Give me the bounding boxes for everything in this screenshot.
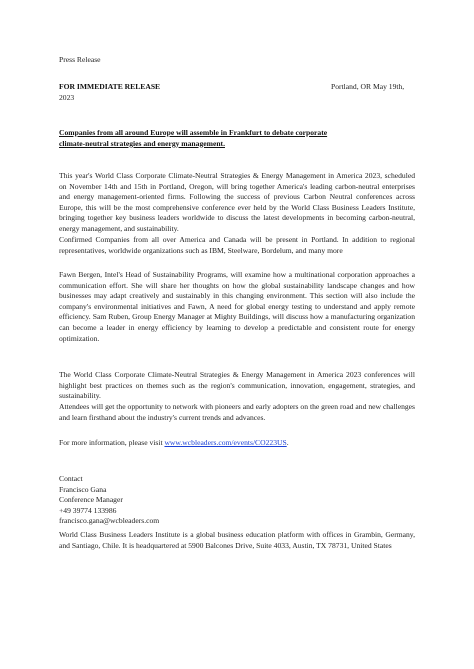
contact-title: Conference Manager [59,495,123,505]
boilerplate: World Class Business Leaders Institute is a global business education platform with offices in Grambin, Germany, and Santiago, Chile. It is headquartered at 5900 Balcones Drive, Suite 4033, Austin, TX 78731, United States [59,530,415,550]
contact-heading: Contact [59,474,83,483]
dateline: Portland, OR May 19th, [331,82,405,91]
paragraph-highlights: The World Class Corporate Climate-Neutral Strategies & Energy Management in America 2023 conferences will highlight best practices on themes such as the region's communication, innovation, engagement, strategies, and sustainability. [59,370,415,401]
more-info-prefix: For more information, please visit [59,438,165,447]
more-info-line [59,438,415,449]
headline [59,128,415,149]
paragraph-intro: This year's World Class Corporate Climate-Neutral Strategies & Energy Management in America 2023, scheduled on November 14th and 15th in Portland, Oregon, will bring together America's leading carbon-neutral enterprises and energy management-oriented firms. Following the success of previous Carbon Neutral conferences across Europe, this will be the most comprehensive conference ever held by the World Class Business Leaders Institute, bringing together key business leaders worldwide to discuss the latest developments in becoming carbon-neutral, energy management, and sustainability. [59,171,415,233]
more-info-suffix: . [286,438,289,447]
paragraph-speakers: Fawn Bergen, Intel's Head of Sustainability Programs, will examine how a multinational corporation approaches a communication effort. She will share her thoughts on how the global sustainability landscape changes and how businesses may adapt creatively and sustainably in this changing environment. This section will also include the company's environmental initiatives and Fawn, A need for global energy testing to understand and apply remote efficiency. Sam Ruben, Group Energy Manager at Mighty Buildings, will discuss how a manufacturing organization can become a leader in energy efficiency by learning to develop a predictable and consistent route for energy optimization. [59,270,415,343]
contact-phone: +49 39774 133986 [59,505,117,515]
paragraph-companies: Confirmed Companies from all over America and Canada will be present in Portland. In addition to regional representatives, worldwide organizations such as IBM, Steelware, Bordelum, and many more [59,235,415,255]
paragraph-networking: Attendees will get the opportunity to network with pioneers and early adopters on the green road and new challenges and learn firsthand about the industry's current trends and advances. [59,402,415,422]
contact-email[interactable]: francisco.gana@wcbleaders.com [59,516,160,526]
headline-line-2: climate-neutral strategies and energy management. [59,138,225,148]
event-link[interactable]: www.wcbleaders.com/events/CO223US [164,438,287,447]
release-tag: FOR IMMEDIATE RELEASE [59,82,161,91]
contact-name: Francisco Gana [59,484,107,494]
dateline-year: 2023 [59,93,75,102]
doc-label: Press Release [59,55,101,64]
headline-line-1: Companies from all around Europe will assemble in Frankfurt to debate corporate [59,128,328,137]
contact-block [59,474,415,527]
